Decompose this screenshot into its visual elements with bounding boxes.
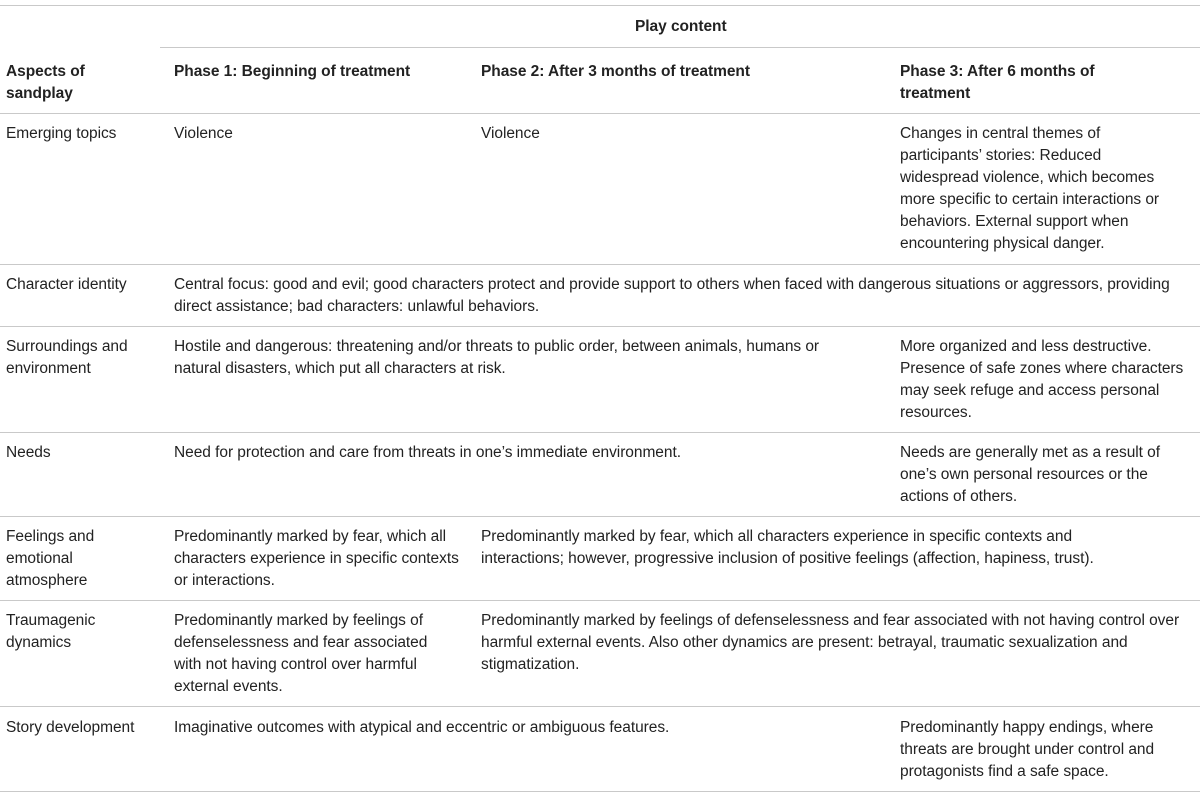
row-needs-phase3: Needs are generally met as a result of one’s own personal resources or the actions of others. bbox=[900, 444, 1161, 505]
table-bottom-rule bbox=[0, 791, 1200, 792]
row-traumagenic-phase1: Predominantly marked by feelings of defenselessness and fear associated with not having control over harmful external events. bbox=[174, 612, 428, 695]
header-bottom-rule bbox=[0, 113, 1200, 114]
row-story-development-aspect: Story development bbox=[6, 719, 135, 736]
row-feelings-phase2-3: Predominantly marked by fear, which all characters experience in specific contexts and interactions; however, progressive inclusion of positive feelings (affection, hapiness, trust). bbox=[481, 528, 1094, 567]
row-emerging-topics-phase1: Violence bbox=[174, 125, 233, 142]
group-header-rule bbox=[160, 47, 1200, 48]
group-header-play-content: Play content bbox=[635, 18, 727, 35]
row-feelings-phase1: Predominantly marked by fear, which all characters experience in specific contexts or interactions. bbox=[174, 528, 459, 589]
row-needs-phase1-2: Need for protection and care from threats in one’s immediate environment. bbox=[174, 444, 681, 461]
header-phase-1: Phase 1: Beginning of treatment bbox=[174, 63, 411, 80]
row-surroundings-phase3: More organized and less destructive. Presence of safe zones where characters may seek refuge and access personal resources. bbox=[900, 338, 1184, 421]
header-phase-2: Phase 2: After 3 months of treatment bbox=[481, 63, 750, 80]
row-character-identity-aspect: Character identity bbox=[6, 276, 127, 293]
row-emerging-topics-aspect: Emerging topics bbox=[6, 125, 117, 142]
row-surroundings-phase1-2: Hostile and dangerous: threatening and/or threats to public order, between animals, humans or natural disasters, which put all characters at risk. bbox=[174, 338, 820, 377]
row-story-development-phase3: Predominantly happy endings, where threats are brought under control and protagonists find a safe space. bbox=[900, 719, 1155, 780]
row-emerging-topics-phase3: Changes in central themes of participants’ stories: Reduced widespread violence, which becomes more specific to certain interactions or behaviors. External support when encountering physical danger. bbox=[900, 125, 1160, 252]
row-emerging-topics-phase2: Violence bbox=[481, 125, 540, 142]
row-traumagenic-phase2-3: Predominantly marked by feelings of defenselessness and fear associated with not having control over harmful external events. Also other dynamics are present: betrayal, traumatic sexualization and stigmatization. bbox=[481, 612, 1180, 673]
row-divider bbox=[0, 432, 1200, 433]
row-divider bbox=[0, 264, 1200, 265]
row-character-identity-all-phases: Central focus: good and evil; good characters protect and provide support to others when faced with dangerous situations or aggressors, providing direct assistance; bad characters: unlawful behaviors. bbox=[174, 276, 1170, 315]
header-phase-3: Phase 3: After 6 months of treatment bbox=[900, 63, 1095, 102]
row-story-development-phase1-2: Imaginative outcomes with atypical and eccentric or ambiguous features. bbox=[174, 719, 670, 736]
row-feelings-aspect: Feelings and emotional atmosphere bbox=[6, 528, 95, 589]
table-top-rule bbox=[0, 5, 1200, 6]
header-aspects: Aspects of sandplay bbox=[6, 63, 85, 102]
row-divider bbox=[0, 706, 1200, 707]
row-traumagenic-aspect: Traumagenic dynamics bbox=[6, 612, 96, 651]
row-divider bbox=[0, 600, 1200, 601]
row-needs-aspect: Needs bbox=[6, 444, 51, 461]
row-divider bbox=[0, 326, 1200, 327]
row-surroundings-aspect: Surroundings and environment bbox=[6, 338, 128, 377]
row-divider bbox=[0, 516, 1200, 517]
